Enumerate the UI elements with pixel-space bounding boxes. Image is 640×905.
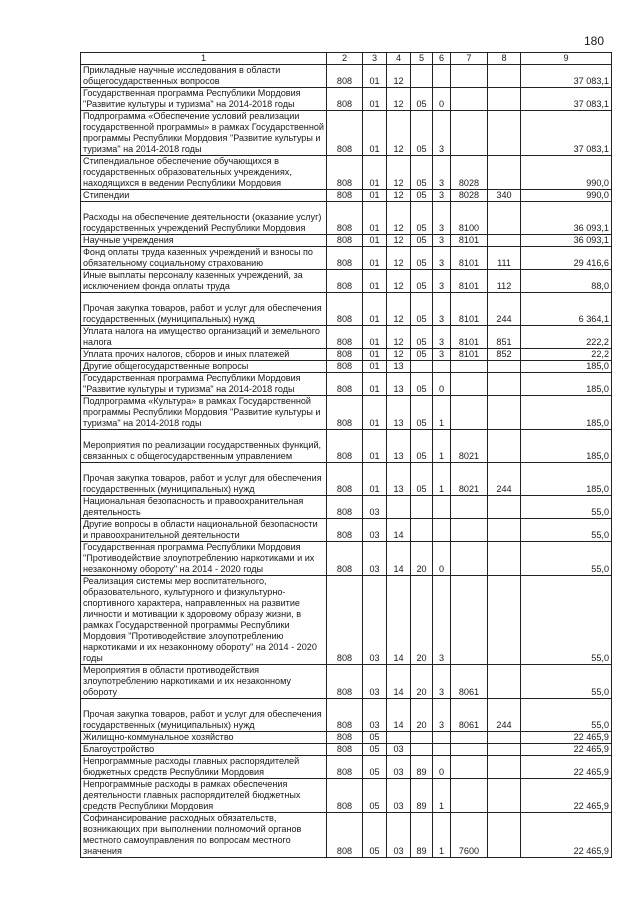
section-cell: 03 [363,496,387,519]
row-name-cell: Софинансирование расходных обязательств, возникающих при выполнении полномочий органов местного самоуправления по вопросам местного значения [81,813,327,858]
table-row [81,756,612,779]
section-cell: 01 [363,65,387,88]
expense-type-cell [488,202,521,235]
row-name-cell: Стипендии [81,190,327,202]
row-name-cell: Государственная программа Республики Мордовия "Развитие культуры и туризма" на 2014-2018 годы [81,88,327,111]
expense-type-cell [488,430,521,463]
amount-cell: 88,0 [521,270,612,293]
program-cell: 20 [411,542,433,576]
subprogram-cell: 3 [433,270,451,293]
table-header-row [81,53,612,65]
subprogram-cell: 0 [433,756,451,779]
gl-code-cell: 808 [327,396,363,430]
subsection-cell: 03 [387,744,411,756]
row-name-cell: Государственная программа Республики Мордовия "Развитие культуры и туризма" на 2014-2018 годы [81,373,327,396]
program-cell: 05 [411,88,433,111]
expense-type-cell [488,111,521,156]
section-cell: 01 [363,430,387,463]
expense-type-cell [488,756,521,779]
header-cell: 5 [411,53,433,65]
subsection-cell: 13 [387,373,411,396]
expense-type-cell: 244 [488,293,521,326]
row-name-cell: Другие вопросы в области национальной безопасности и правоохранительной деятельности [81,519,327,542]
expense-type-cell: 244 [488,463,521,496]
amount-cell: 55,0 [521,542,612,576]
table-row [81,111,612,156]
section-cell: 01 [363,361,387,373]
gl-code-cell: 808 [327,813,363,858]
section-cell: 01 [363,326,387,349]
table-row [81,65,612,88]
target-article-cell: 8101 [451,349,488,361]
expense-type-cell [488,732,521,744]
amount-cell: 185,0 [521,373,612,396]
table-row [81,779,612,813]
expense-type-cell [488,373,521,396]
table-row [81,190,612,202]
target-article-cell [451,396,488,430]
target-article-cell [451,88,488,111]
subprogram-cell: 3 [433,699,451,732]
subsection-cell: 14 [387,665,411,699]
expense-type-cell: 112 [488,270,521,293]
subsection-cell [387,732,411,744]
table-row [81,235,612,247]
amount-cell: 55,0 [521,665,612,699]
amount-cell: 55,0 [521,519,612,542]
subsection-cell: 12 [387,88,411,111]
subsection-cell: 03 [387,779,411,813]
section-cell: 05 [363,813,387,858]
section-cell: 05 [363,756,387,779]
row-name-cell: Мероприятия по реализации государственных функций, связанных с общегосударственным управлением [81,430,327,463]
program-cell [411,744,433,756]
gl-code-cell: 808 [327,88,363,111]
header-cell: 4 [387,53,411,65]
gl-code-cell: 808 [327,65,363,88]
subprogram-cell: 3 [433,190,451,202]
amount-cell: 55,0 [521,699,612,732]
target-article-cell: 8101 [451,293,488,326]
target-article-cell: 8101 [451,247,488,270]
subprogram-cell [433,65,451,88]
section-cell: 03 [363,576,387,665]
target-article-cell: 7600 [451,813,488,858]
subsection-cell: 12 [387,111,411,156]
gl-code-cell: 808 [327,576,363,665]
gl-code-cell: 808 [327,373,363,396]
subprogram-cell [433,361,451,373]
row-name-cell: Национальная безопасность и правоохранительная деятельность [81,496,327,519]
row-name-cell: Непрограммные расходы в рамках обеспечения деятельности главных распорядителей бюджетных средств Республики Мордовия [81,779,327,813]
table-row [81,542,612,576]
gl-code-cell: 808 [327,156,363,190]
gl-code-cell: 808 [327,496,363,519]
expense-type-cell [488,779,521,813]
header-cell: 3 [363,53,387,65]
section-cell: 01 [363,373,387,396]
section-cell: 01 [363,463,387,496]
section-cell: 05 [363,779,387,813]
amount-cell: 22,2 [521,349,612,361]
expense-type-cell: 851 [488,326,521,349]
subprogram-cell: 1 [433,779,451,813]
target-article-cell: 8021 [451,463,488,496]
program-cell [411,732,433,744]
table-row [81,665,612,699]
expense-type-cell: 852 [488,349,521,361]
header-cell: 9 [521,53,612,65]
target-article-cell [451,65,488,88]
row-name-cell: Уплата прочих налогов, сборов и иных платежей [81,349,327,361]
table-row [81,326,612,349]
program-cell [411,519,433,542]
program-cell [411,496,433,519]
target-article-cell: 8061 [451,699,488,732]
expense-type-cell [488,744,521,756]
table-row [81,349,612,361]
subprogram-cell: 3 [433,576,451,665]
table-row [81,519,612,542]
subsection-cell: 12 [387,293,411,326]
program-cell: 89 [411,779,433,813]
target-article-cell [451,779,488,813]
row-name-cell: Фонд оплаты труда казенных учреждений и взносы по обязательному социальному страхованию [81,247,327,270]
gl-code-cell: 808 [327,111,363,156]
amount-cell: 37 083,1 [521,88,612,111]
header-cell: 8 [488,53,521,65]
section-cell: 01 [363,293,387,326]
table-row [81,270,612,293]
row-name-cell: Научные учреждения [81,235,327,247]
expense-type-cell: 244 [488,699,521,732]
gl-code-cell: 808 [327,744,363,756]
program-cell: 05 [411,463,433,496]
subprogram-cell: 3 [433,202,451,235]
header-cell: 7 [451,53,488,65]
subprogram-cell: 1 [433,430,451,463]
table-row [81,247,612,270]
subprogram-cell: 3 [433,111,451,156]
target-article-cell [451,373,488,396]
program-cell: 05 [411,293,433,326]
subprogram-cell: 1 [433,813,451,858]
program-cell: 05 [411,349,433,361]
subsection-cell: 12 [387,190,411,202]
budget-table [80,52,612,858]
amount-cell: 37 083,1 [521,65,612,88]
row-name-cell: Государственная программа Республики Мордовия "Противодействие злоупотреблению наркотиками и их незаконному обороту" на 2014 - 2020 годы [81,542,327,576]
expense-type-cell [488,496,521,519]
table-row [81,576,612,665]
target-article-cell: 8101 [451,235,488,247]
subsection-cell: 12 [387,202,411,235]
expense-type-cell [488,519,521,542]
subsection-cell: 14 [387,542,411,576]
program-cell: 05 [411,326,433,349]
subprogram-cell: 1 [433,463,451,496]
program-cell: 05 [411,270,433,293]
section-cell: 03 [363,519,387,542]
row-name-cell: Прочая закупка товаров, работ и услуг для обеспечения государственных (муниципальных) нужд [81,293,327,326]
section-cell: 01 [363,396,387,430]
table-row [81,732,612,744]
program-cell: 89 [411,756,433,779]
gl-code-cell: 808 [327,699,363,732]
subprogram-cell: 3 [433,665,451,699]
row-name-cell: Реализация системы мер воспитательного, образовательного, культурного и физкультурно-спортивного характера, направленных на развитие личности и мотивации к здоровому образу жизни, в рамках Государственной программы Республики Мордовия "Противодействие злоупотреблению наркотиками и их незаконному обороту" на 2014 - 2020 годы [81,576,327,665]
target-article-cell: 8101 [451,270,488,293]
target-article-cell: 8028 [451,156,488,190]
expense-type-cell [488,88,521,111]
table-row [81,813,612,858]
subsection-cell: 12 [387,247,411,270]
program-cell: 05 [411,396,433,430]
section-cell: 03 [363,542,387,576]
section-cell: 01 [363,247,387,270]
amount-cell: 22 465,9 [521,744,612,756]
amount-cell: 22 465,9 [521,756,612,779]
gl-code-cell: 808 [327,270,363,293]
row-name-cell: Благоустройство [81,744,327,756]
header-cell: 6 [433,53,451,65]
subsection-cell: 12 [387,235,411,247]
table-row [81,396,612,430]
gl-code-cell: 808 [327,519,363,542]
subprogram-cell [433,496,451,519]
amount-cell: 185,0 [521,463,612,496]
subsection-cell: 03 [387,756,411,779]
program-cell: 20 [411,665,433,699]
table-row [81,361,612,373]
expense-type-cell [488,235,521,247]
section-cell: 01 [363,190,387,202]
program-cell: 05 [411,202,433,235]
subprogram-cell [433,744,451,756]
target-article-cell [451,496,488,519]
row-name-cell: Прочая закупка товаров, работ и услуг для обеспечения государственных (муниципальных) нужд [81,463,327,496]
table-row [81,496,612,519]
subsection-cell: 03 [387,813,411,858]
amount-cell: 29 416,6 [521,247,612,270]
gl-code-cell: 808 [327,349,363,361]
row-name-cell: Подпрограмма «Культура» в рамках Государственной программы Республики Мордовия "Развитие культуры и туризма" на 2014-2018 годы [81,396,327,430]
program-cell: 05 [411,247,433,270]
subprogram-cell [433,732,451,744]
table-row [81,744,612,756]
section-cell: 01 [363,270,387,293]
section-cell: 01 [363,235,387,247]
amount-cell: 6 364,1 [521,293,612,326]
table-row [81,463,612,496]
expense-type-cell [488,156,521,190]
gl-code-cell: 808 [327,326,363,349]
section-cell: 01 [363,111,387,156]
subsection-cell: 12 [387,326,411,349]
amount-cell: 22 465,9 [521,813,612,858]
target-article-cell [451,361,488,373]
expense-type-cell [488,65,521,88]
program-cell [411,65,433,88]
gl-code-cell: 808 [327,542,363,576]
row-name-cell: Прикладные научные исследования в области общегосударственных вопросов [81,65,327,88]
expense-type-cell [488,813,521,858]
gl-code-cell: 808 [327,779,363,813]
target-article-cell: 8028 [451,190,488,202]
gl-code-cell: 808 [327,202,363,235]
subprogram-cell: 3 [433,349,451,361]
target-article-cell: 8021 [451,430,488,463]
subsection-cell: 12 [387,270,411,293]
amount-cell: 37 083,1 [521,111,612,156]
amount-cell: 990,0 [521,156,612,190]
section-cell: 01 [363,88,387,111]
subprogram-cell: 1 [433,396,451,430]
table-row [81,699,612,732]
amount-cell: 22 465,9 [521,732,612,744]
table-row [81,202,612,235]
subprogram-cell: 3 [433,293,451,326]
target-article-cell [451,576,488,665]
target-article-cell [451,519,488,542]
section-cell: 03 [363,665,387,699]
subsection-cell: 12 [387,349,411,361]
gl-code-cell: 808 [327,665,363,699]
expense-type-cell [488,576,521,665]
program-cell: 05 [411,190,433,202]
target-article-cell [451,732,488,744]
gl-code-cell: 808 [327,732,363,744]
subsection-cell: 14 [387,519,411,542]
header-cell: 2 [327,53,363,65]
section-cell: 05 [363,732,387,744]
program-cell: 05 [411,111,433,156]
row-name-cell: Подпрограмма «Обеспечение условий реализации государственной программы» в рамках Государственной программы Республики Мордовия "Развитие культуры и туризма" на 2014-2018 годы [81,111,327,156]
header-cell: 1 [81,53,327,65]
row-name-cell: Мероприятия в области противодействия злоупотреблению наркотиками и их незаконному обороту [81,665,327,699]
subsection-cell: 12 [387,65,411,88]
program-cell: 05 [411,373,433,396]
row-name-cell: Иные выплаты персоналу казенных учреждений, за исключением фонда оплаты труда [81,270,327,293]
expense-type-cell [488,361,521,373]
program-cell: 89 [411,813,433,858]
target-article-cell [451,744,488,756]
table-row [81,430,612,463]
gl-code-cell: 808 [327,235,363,247]
amount-cell: 222,2 [521,326,612,349]
amount-cell: 185,0 [521,361,612,373]
row-name-cell: Расходы на обеспечение деятельности (оказание услуг) государственных учреждений Республики Мордовия [81,202,327,235]
subsection-cell: 14 [387,576,411,665]
section-cell: 05 [363,744,387,756]
gl-code-cell: 808 [327,293,363,326]
row-name-cell: Непрограммные расходы главных распорядителей бюджетных средств Республики Мордовия [81,756,327,779]
subprogram-cell: 0 [433,542,451,576]
program-cell [411,361,433,373]
subsection-cell: 13 [387,463,411,496]
gl-code-cell: 808 [327,361,363,373]
expense-type-cell [488,665,521,699]
amount-cell: 36 093,1 [521,235,612,247]
amount-cell: 22 465,9 [521,779,612,813]
program-cell: 05 [411,430,433,463]
row-name-cell: Жилищно-коммунальное хозяйство [81,732,327,744]
gl-code-cell: 808 [327,756,363,779]
subprogram-cell [433,519,451,542]
subprogram-cell: 3 [433,247,451,270]
target-article-cell [451,111,488,156]
table-row [81,156,612,190]
row-name-cell: Стипендиальное обеспечение обучающихся в государственных образовательных учреждениях, находящихся в ведении Республики Мордовия [81,156,327,190]
subsection-cell [387,496,411,519]
gl-code-cell: 808 [327,463,363,496]
subprogram-cell: 0 [433,373,451,396]
target-article-cell: 8100 [451,202,488,235]
page-number: 180 [584,34,605,48]
section-cell: 03 [363,699,387,732]
amount-cell: 185,0 [521,396,612,430]
amount-cell: 990,0 [521,190,612,202]
gl-code-cell: 808 [327,247,363,270]
table-row [81,293,612,326]
subsection-cell: 13 [387,396,411,430]
expense-type-cell: 340 [488,190,521,202]
target-article-cell: 8061 [451,665,488,699]
amount-cell: 36 093,1 [521,202,612,235]
target-article-cell: 8101 [451,326,488,349]
subprogram-cell: 0 [433,88,451,111]
amount-cell: 55,0 [521,576,612,665]
expense-type-cell [488,542,521,576]
row-name-cell: Прочая закупка товаров, работ и услуг для обеспечения государственных (муниципальных) нужд [81,699,327,732]
amount-cell: 55,0 [521,496,612,519]
gl-code-cell: 808 [327,190,363,202]
section-cell: 01 [363,202,387,235]
section-cell: 01 [363,156,387,190]
table-row [81,373,612,396]
subsection-cell: 14 [387,699,411,732]
gl-code-cell: 808 [327,430,363,463]
subprogram-cell: 3 [433,326,451,349]
program-cell: 05 [411,235,433,247]
program-cell: 20 [411,699,433,732]
amount-cell: 185,0 [521,430,612,463]
subsection-cell: 13 [387,361,411,373]
expense-type-cell: 111 [488,247,521,270]
program-cell: 05 [411,156,433,190]
row-name-cell: Уплата налога на имущество организаций и земельного налога [81,326,327,349]
subprogram-cell: 3 [433,156,451,190]
subsection-cell: 12 [387,156,411,190]
target-article-cell [451,542,488,576]
subsection-cell: 13 [387,430,411,463]
table-row [81,88,612,111]
expense-type-cell [488,396,521,430]
subprogram-cell: 3 [433,235,451,247]
row-name-cell: Другие общегосударственные вопросы [81,361,327,373]
target-article-cell [451,756,488,779]
program-cell: 20 [411,576,433,665]
section-cell: 01 [363,349,387,361]
